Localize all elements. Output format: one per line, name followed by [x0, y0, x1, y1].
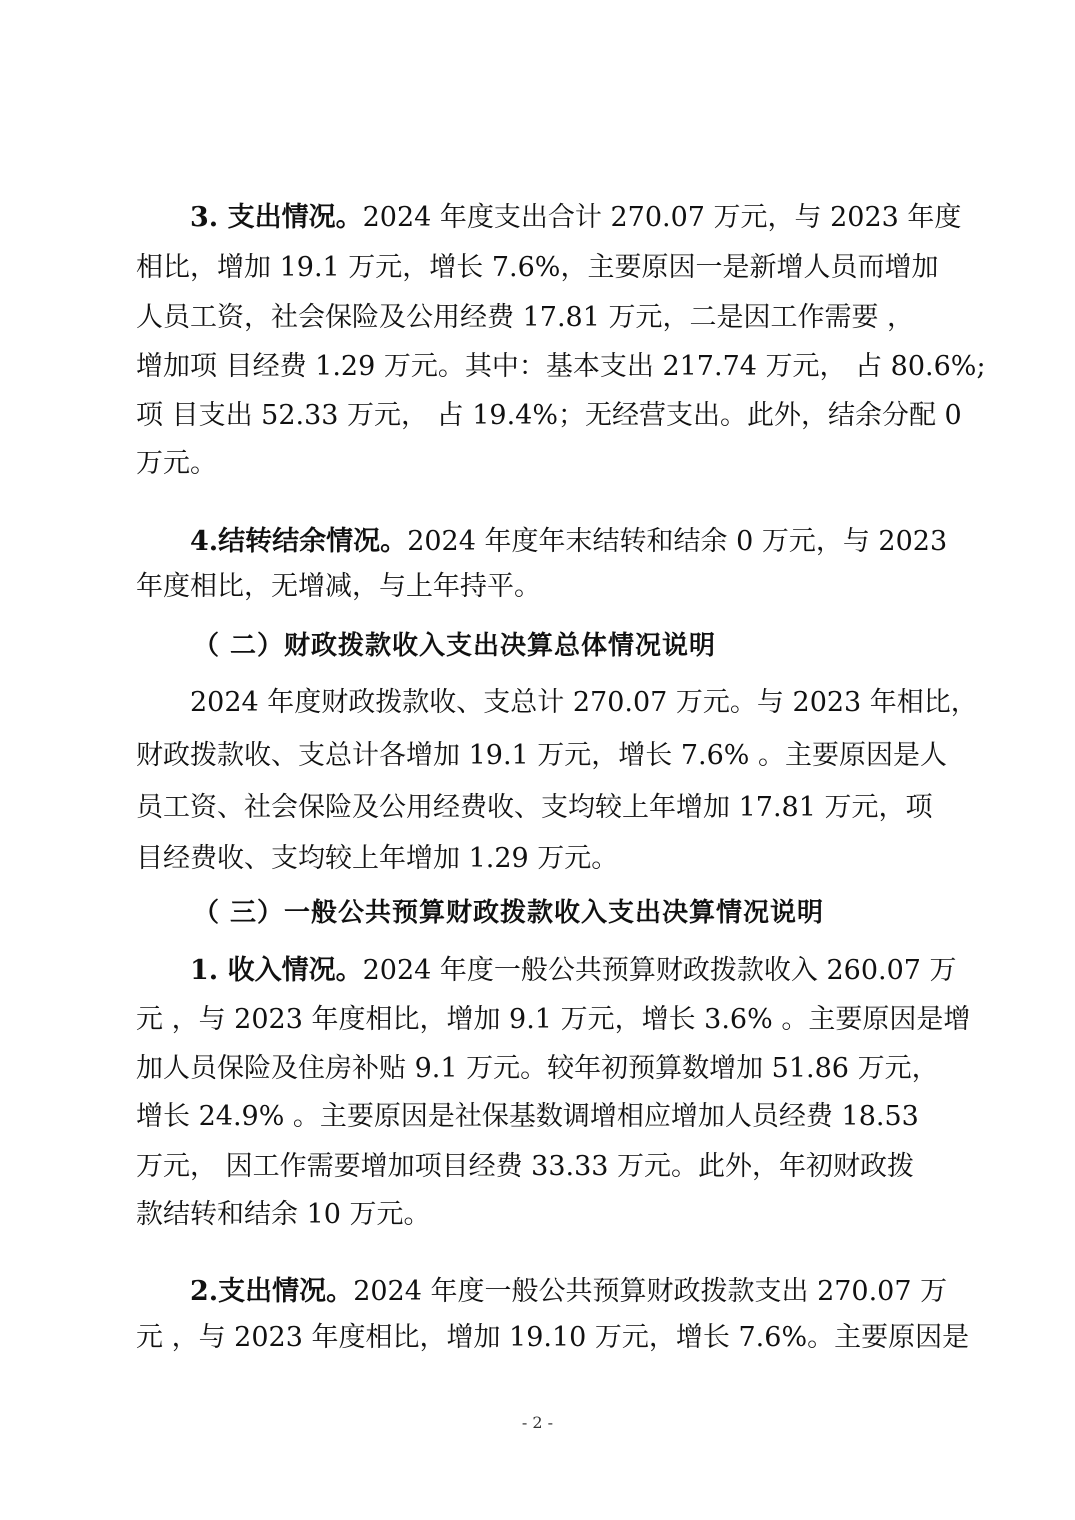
section-4-line-2: 年度相比，无增减，与上年持平。	[136, 571, 541, 602]
para-2-line-1: 2024 年度财政拨款收、支总计 270.07 万元。与 2023 年相比，	[190, 687, 978, 718]
section-3-lead: 3. 支出情况。	[190, 202, 363, 233]
section-4-line-1: 4.结转结余情况。2024 年度年末结转和结余 0 万元，与 2023	[190, 526, 948, 557]
section-1-line-2: 元 ，与 2023 年度相比，增加 9.1 万元，增长 3.6% 。主要原因是增	[136, 1004, 971, 1035]
section-4-lead: 4.结转结余情况。	[190, 526, 408, 557]
heading-3: （ 三）一般公共预算财政拨款收入支出决算情况说明	[193, 898, 825, 928]
heading-2: （ 二）财政拨款收入支出决算总体情况说明	[193, 631, 717, 661]
para-2-line-4: 目经费收、支均较上年增加 1.29 万元。	[136, 843, 619, 874]
section-1-line-6: 款结转和结余 10 万元。	[136, 1199, 431, 1230]
section-3-line-1: 3. 支出情况。2024 年度支出合计 270.07 万元，与 2023 年度	[190, 202, 962, 233]
section-2-line-2: 元 ，与 2023 年度相比，增加 19.10 万元，增长 7.6%。主要原因是	[136, 1322, 970, 1353]
section-1-lead: 1. 收入情况。	[190, 955, 363, 986]
section-1-line-5: 万元， 因工作需要增加项目经费 33.33 万元。此外，年初财政拨	[136, 1151, 915, 1182]
page-number: - 2 -	[521, 1413, 554, 1432]
para-2-line-3: 员工资、社会保险及公用经费收、支均较上年增加 17.81 万元，项	[136, 792, 933, 823]
section-3-line-5: 项 目支出 52.33 万元， 占 19.4%；无经营支出。此外，结余分配 0	[136, 400, 962, 431]
para-2-line-2: 财政拨款收、支总计各增加 19.1 万元，增长 7.6% 。主要原因是人	[136, 740, 948, 771]
section-2-lead: 2.支出情况。	[190, 1276, 354, 1307]
section-3-line-2: 相比，增加 19.1 万元，增长 7.6%，主要原因一是新增人员而增加	[136, 252, 939, 283]
section-1-line-3: 加人员保险及住房补贴 9.1 万元。较年初预算数增加 51.86 万元，	[136, 1053, 939, 1084]
section-1-line-4: 增长 24.9% 。主要原因是社保基数调增相应增加人员经费 18.53	[136, 1101, 919, 1132]
section-3-line-3: 人员工资，社会保险及公用经费 17.81 万元，二是因工作需要 ，	[136, 302, 915, 333]
section-3-line-6: 万元。	[136, 448, 217, 479]
section-3-line-4: 增加项 目经费 1.29 万元。其中：基本支出 217.74 万元， 占 80.6%;	[136, 351, 986, 382]
section-1-line-1: 1. 收入情况。2024 年度一般公共预算财政拨款收入 260.07 万	[190, 955, 957, 986]
section-2-line-1: 2.支出情况。2024 年度一般公共预算财政拨款支出 270.07 万	[190, 1276, 948, 1307]
